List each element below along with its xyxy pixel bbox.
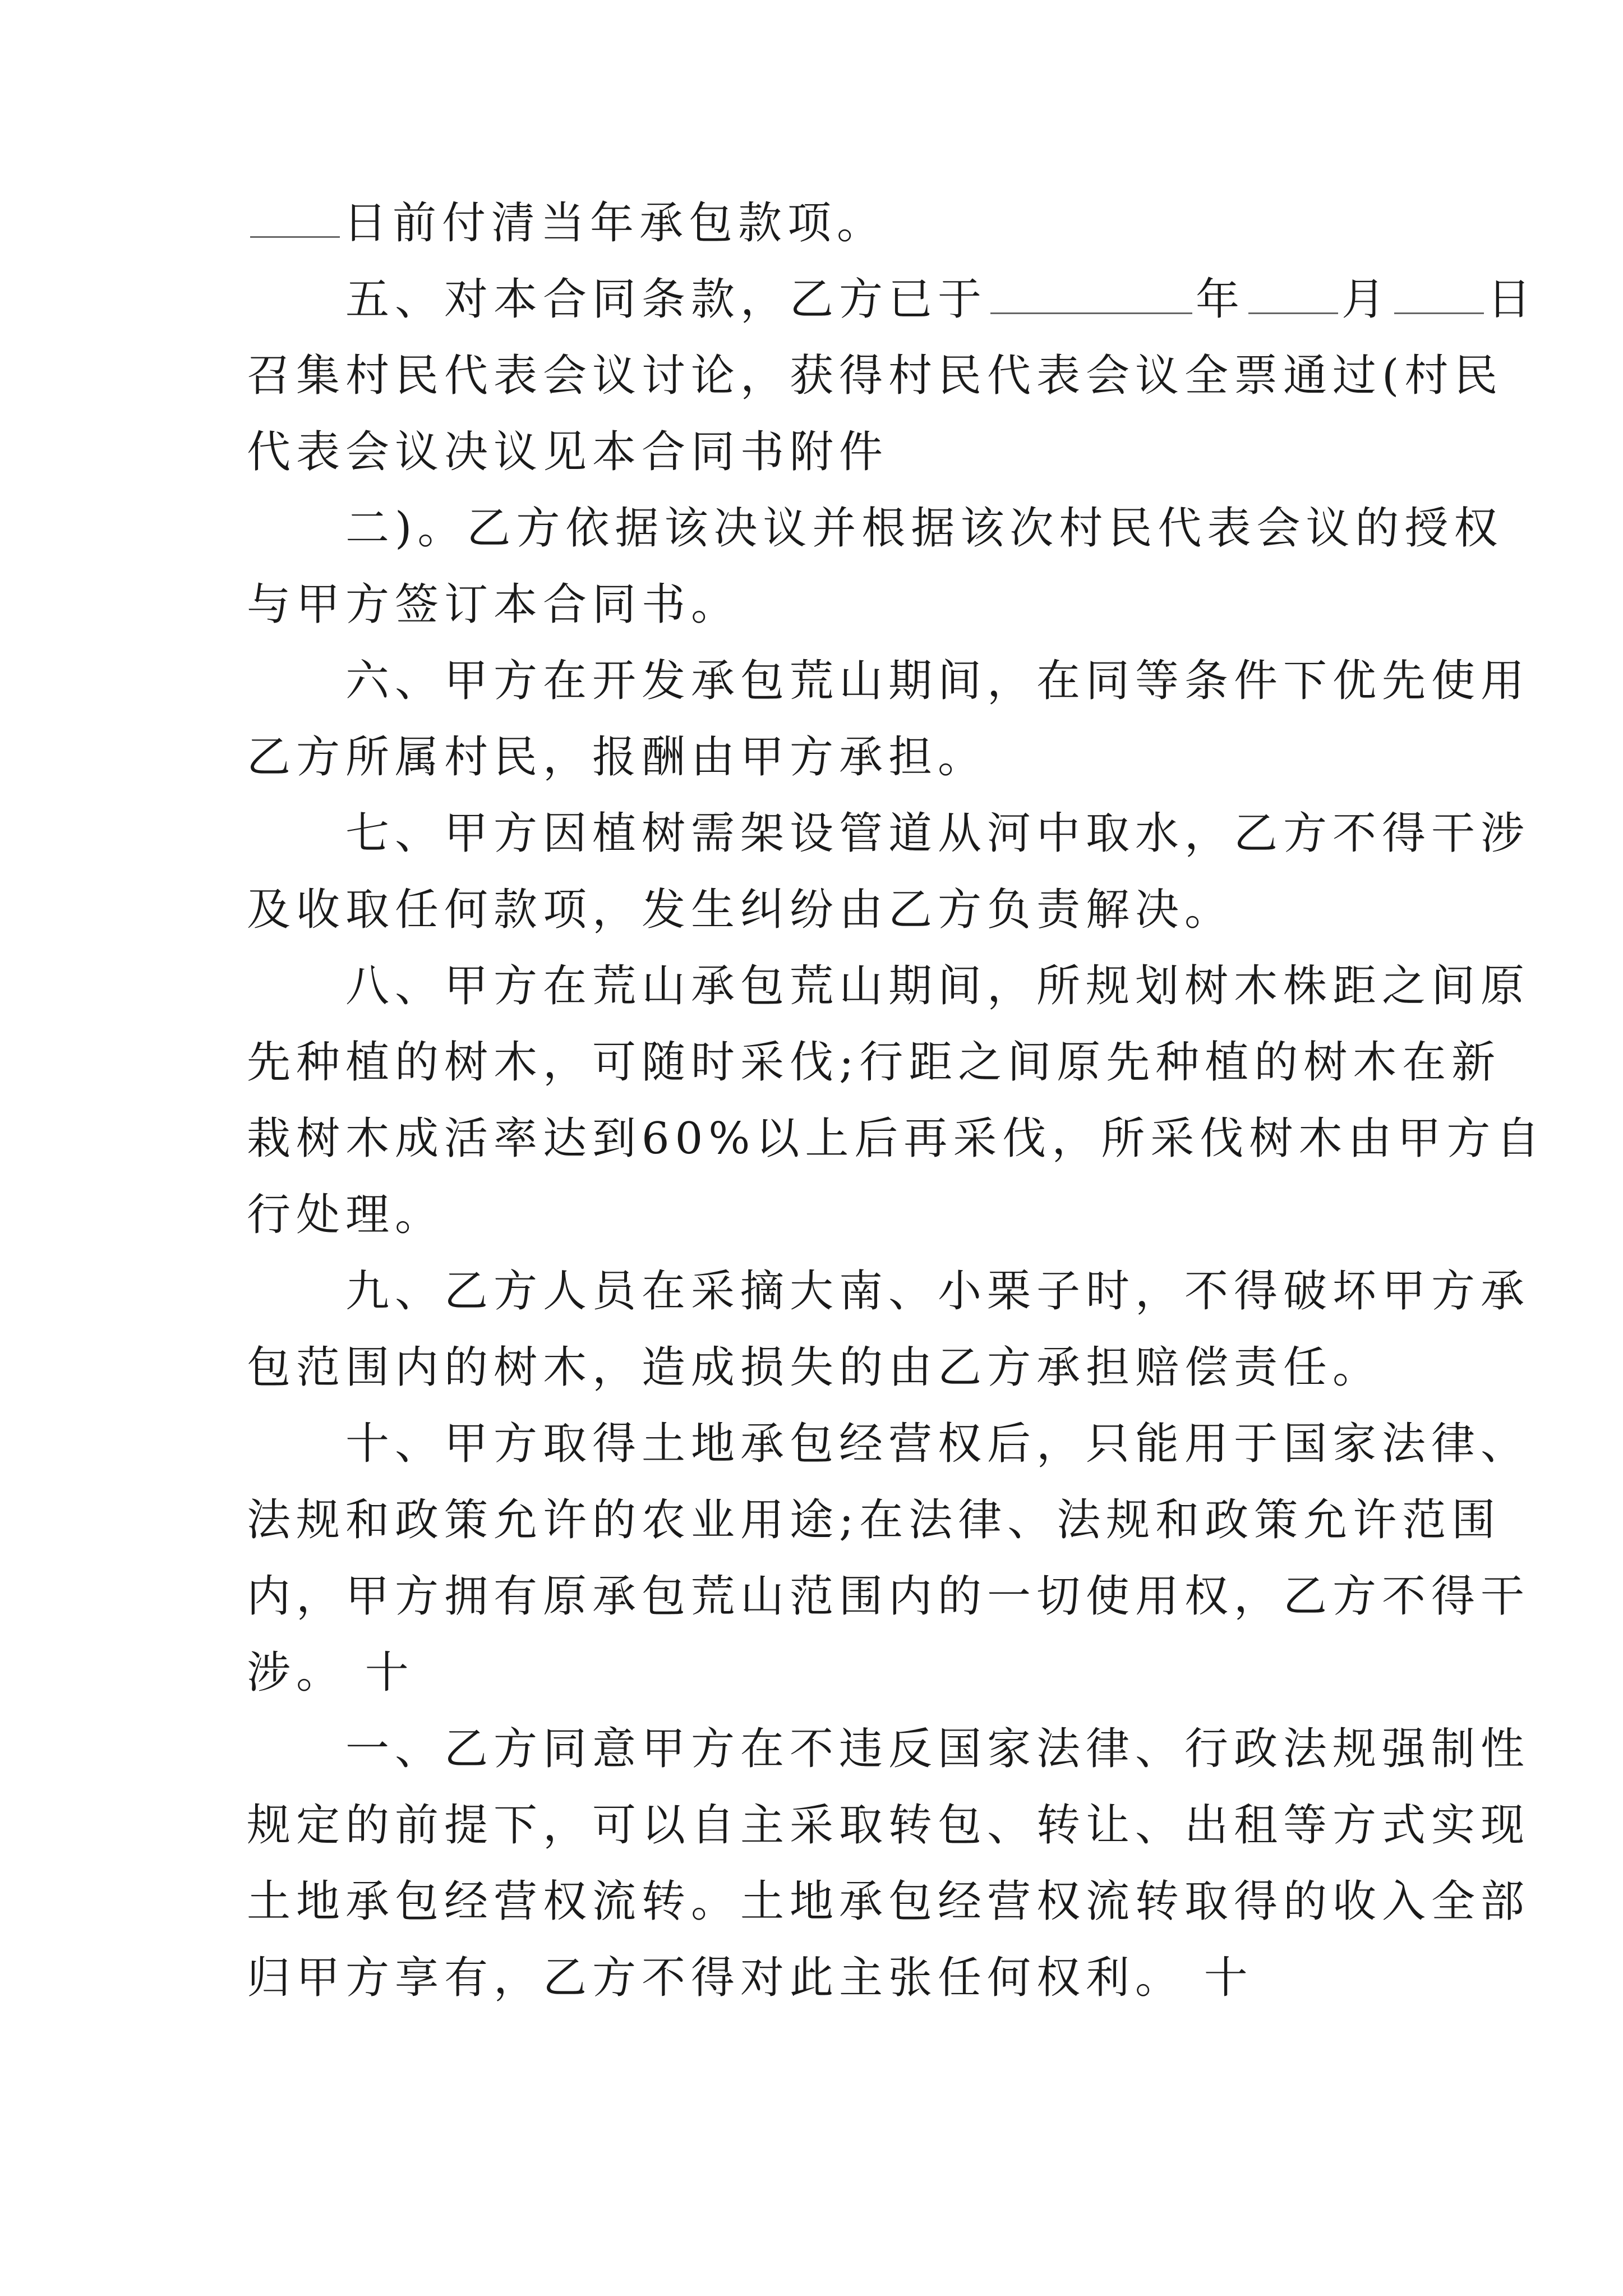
fill-in-blank <box>1394 273 1484 314</box>
text-line <box>247 261 1537 338</box>
text-segment: 及收取任何款项，发生纠纷由乙方负责解决。 <box>247 885 1234 935</box>
text-line <box>247 567 1391 643</box>
text-segment: 日前付清当年承包款项。 <box>343 198 887 249</box>
text-line <box>247 1024 1501 1101</box>
text-line <box>247 643 1530 719</box>
text-line <box>247 1406 1530 1482</box>
text-segment: 年 <box>1196 274 1246 325</box>
text-line <box>247 948 1530 1024</box>
text-segment: 规定的前提下，可以自主采取转包、转让、出租等方式实现 <box>247 1800 1530 1851</box>
text-line <box>247 1864 1530 1940</box>
text-segment: 二)。乙方依据该决议并根据该次村民代表会议的授权 <box>247 503 1504 554</box>
text-line <box>247 414 1391 490</box>
text-line <box>247 1940 1391 2016</box>
text-line <box>247 1787 1530 1864</box>
text-segment: 九、乙方人员在采摘大南、小栗子时，不得破坏甲方承 <box>247 1266 1530 1317</box>
text-line <box>247 719 1391 795</box>
text-segment: 七、甲方因植树需架设管道从河中取水，乙方不得干涉 <box>247 808 1530 859</box>
text-segment: 一、乙方同意甲方在不违反国家法律、行政法规强制性 <box>247 1724 1530 1774</box>
text-line <box>247 1101 1546 1177</box>
text-segment: 涉。 十 <box>247 1648 414 1698</box>
fill-in-blank <box>1248 273 1338 314</box>
text-line <box>247 1177 1391 1253</box>
text-segment: 十、甲方取得土地承包经营权后，只能用于国家法律、 <box>247 1419 1530 1469</box>
fill-in-blank <box>990 273 1192 314</box>
text-line <box>247 1482 1501 1558</box>
text-segment: 包范围内的树木，造成损失的由乙方承担赔偿责任。 <box>247 1342 1382 1393</box>
text-segment: 归甲方享有，乙方不得对此主张任何权利。 十 <box>247 1953 1253 2003</box>
text-segment: 栽树木成活率达到60%以上后再采伐，所采伐树木由甲方自 <box>247 1114 1546 1164</box>
text-line <box>247 1253 1530 1329</box>
text-segment: 八、甲方在荒山承包荒山期间，所规划树木株距之间原 <box>247 961 1530 1011</box>
text-segment: 代表会议决议见本合同书附件 <box>247 427 889 477</box>
text-line <box>247 795 1530 872</box>
fill-in-blank <box>250 197 340 238</box>
text-segment: 日 <box>1487 274 1537 325</box>
text-segment: 月 <box>1341 274 1391 325</box>
text-line <box>247 338 1504 414</box>
text-segment: 内，甲方拥有原承包荒山范围内的一切使用权，乙方不得干 <box>247 1571 1530 1622</box>
text-line <box>247 1558 1530 1635</box>
text-segment: 召集村民代表会议讨论，获得村民代表会议全票通过(村民 <box>247 351 1504 401</box>
text-segment: 五、对本合同条款，乙方已于 <box>247 274 988 325</box>
text-segment: 乙方所属村民，报酬由甲方承担。 <box>247 732 988 783</box>
text-segment: 行处理。 <box>247 1190 445 1240</box>
contract-text-body <box>247 185 1546 2016</box>
text-segment: 土地承包经营权流转。土地承包经营权流转取得的收入全部 <box>247 1876 1530 1927</box>
text-segment: 先种植的树木，可随时采伐;行距之间原先种植的树木在新 <box>247 1037 1501 1088</box>
text-segment: 与甲方签订本合同书。 <box>247 579 741 630</box>
text-segment: 法规和政策允许的农业用途;在法律、法规和政策允许范围 <box>247 1495 1501 1545</box>
text-line <box>247 490 1504 567</box>
text-line <box>247 185 1391 261</box>
text-segment: 六、甲方在开发承包荒山期间，在同等条件下优先使用 <box>247 656 1530 706</box>
text-line <box>247 872 1391 948</box>
text-line <box>247 1329 1391 1406</box>
text-line <box>247 1635 1391 1711</box>
text-line <box>247 1711 1530 1787</box>
